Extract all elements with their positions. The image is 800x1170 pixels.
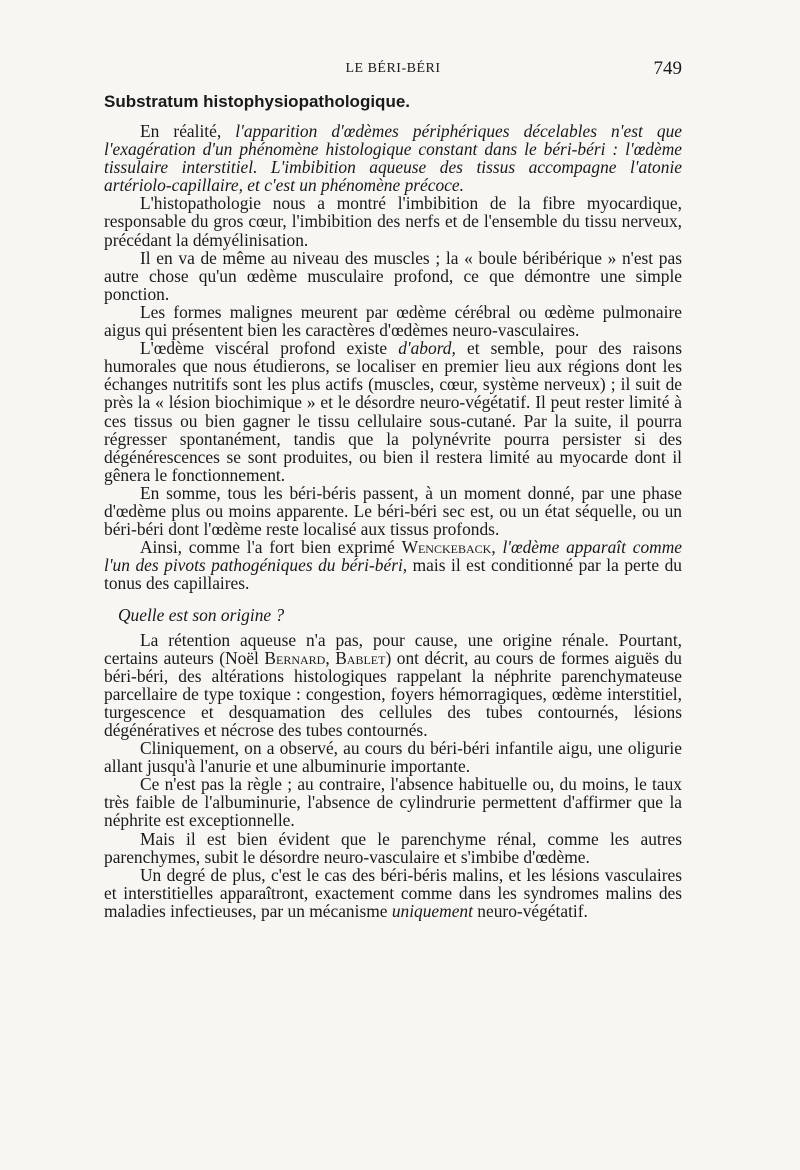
page-number: 749 (653, 58, 682, 79)
paragraph: Mais il est bien évident que le parenchyme rénal, comme les autres parenchymes, subit le désordre neuro-vasculaire et s'imbibe d'œdème. (104, 828, 682, 867)
paragraph: En somme, tous les béri-béris passent, à un moment donné, par une phase d'œdème plus ou moins apparente. Le béri-béri sec est, ou un état séquelle, ou un béri-béri dont l'œdème reste localisé aux tissus profonds. (104, 482, 682, 540)
running-title: LE BÉRI-BÉRI (345, 61, 441, 76)
paragraph: Ce n'est pas la règle ; au contraire, l'absence habituelle ou, du moins, le taux très faible de l'albuminurie, l'absence de cylindrurie permettent d'affirmer que la néphrite est exceptionnelle. (104, 774, 682, 831)
running-head (104, 58, 682, 82)
emphasis: l'œdème apparaît comme l'un des pivots pathogéniques du béri-béri, (104, 537, 682, 576)
paragraph: La rétention aqueuse n'a pas, pour cause, une origine rénale. Pourtant, certains auteurs (Noël Bernard, Bablet) ont décrit, au cours de formes aiguës du béri-béri, des altérations histologiques rappelant la néphrite parenchymateuse parcellaire de type toxique : congestion, foyers hémorragiques, œdème interstitiel, turgescence et desquamation des cellules des tubes contournés, lésions dégénératives et nécrose des tubes contournés. (104, 629, 682, 740)
paragraph: Ainsi, comme l'a fort bien exprimé Wenckeback, l'œdème apparaît comme l'un des pivots pathogéniques du béri-béri, mais il est conditionné par la perte du tonus des capillaires. (104, 537, 682, 594)
author-name: Bernard (264, 647, 326, 668)
paragraph: L'œdème viscéral profond existe d'abord, et semble, pour des raisons humorales que nous étudierons, se localiser en premier lieu aux régions dont les échanges nutritifs sont les plus actifs (muscles, cœur, système nerveux) ; il suit de près la « lésion biochimique » et le désordre neuro-végétatif. Il peut rester limité à ces tissus ou bien gagner le tissu cellulaire sous-cutané. Par la suite, il pourra régresser spontanément, tandis que la polynévrite pourra persister si des dégénérescences se sont produites, ou bien il restera limité au myocarde dont il gênera le fonctionnement. (104, 338, 682, 485)
paragraph: Cliniquement, on a observé, au cours du béri-béri infantile aigu, une oligurie allant jusqu'à l'anurie et une albuminurie importante. (104, 738, 682, 777)
paragraph: L'histopathologie nous a montré l'imbibition de la fibre myocardique, responsable du gros cœur, l'imbibition des nerfs et de l'ensemble du tissu nerveux, précédant la démyélinisation. (104, 193, 682, 250)
paragraph: Les formes malignes meurent par œdème cérébral ou œdème pulmonaire aigus qui présentent bien les caractères d'œdèmes neuro-vasculaires. (104, 301, 682, 341)
emphasis: l'apparition d'œdèmes périphériques décelables n'est que l'exagération d'un phénomène histologique constant dans le béri-béri : l'œdème tissulaire interstitiel. L'imbibition aqueuse des tissus accompagne l'atonie artériolo-capillaire, et c'est un phénomène précoce. (104, 121, 682, 196)
paragraph: Il en va de même au niveau des muscles ; la « boule béribérique » n'est pas autre chose qu'un œdème musculaire profond, ce que démontre une simple ponction. (104, 247, 682, 304)
section-heading: Substratum histophysiopathologique. (104, 92, 410, 111)
subheading: Quelle est son origine ? (118, 605, 285, 626)
emphasis: uniquement (391, 900, 473, 921)
emphasis: d'abord, (398, 338, 456, 359)
author-name: Wenckeback (401, 537, 492, 558)
paragraph: Un degré de plus, c'est le cas des béri-béris malins, et les lésions vasculaires et interstitielles apparaîtront, exactement comme dans les syndromes malins des maladies infectieuses, par un mécanisme uniquement neuro-végétatif. (104, 864, 682, 921)
author-name: Bablet (335, 647, 386, 668)
paragraph: En réalité, l'apparition d'œdèmes périphériques décelables n'est que l'exagération d'un phénomène histologique constant dans le béri-béri : l'œdème tissulaire interstitiel. L'imbibition aqueuse des tissus accompagne l'atonie artériolo-capillaire, et c'est un phénomène précoce. (104, 121, 682, 196)
body-text (104, 122, 682, 920)
